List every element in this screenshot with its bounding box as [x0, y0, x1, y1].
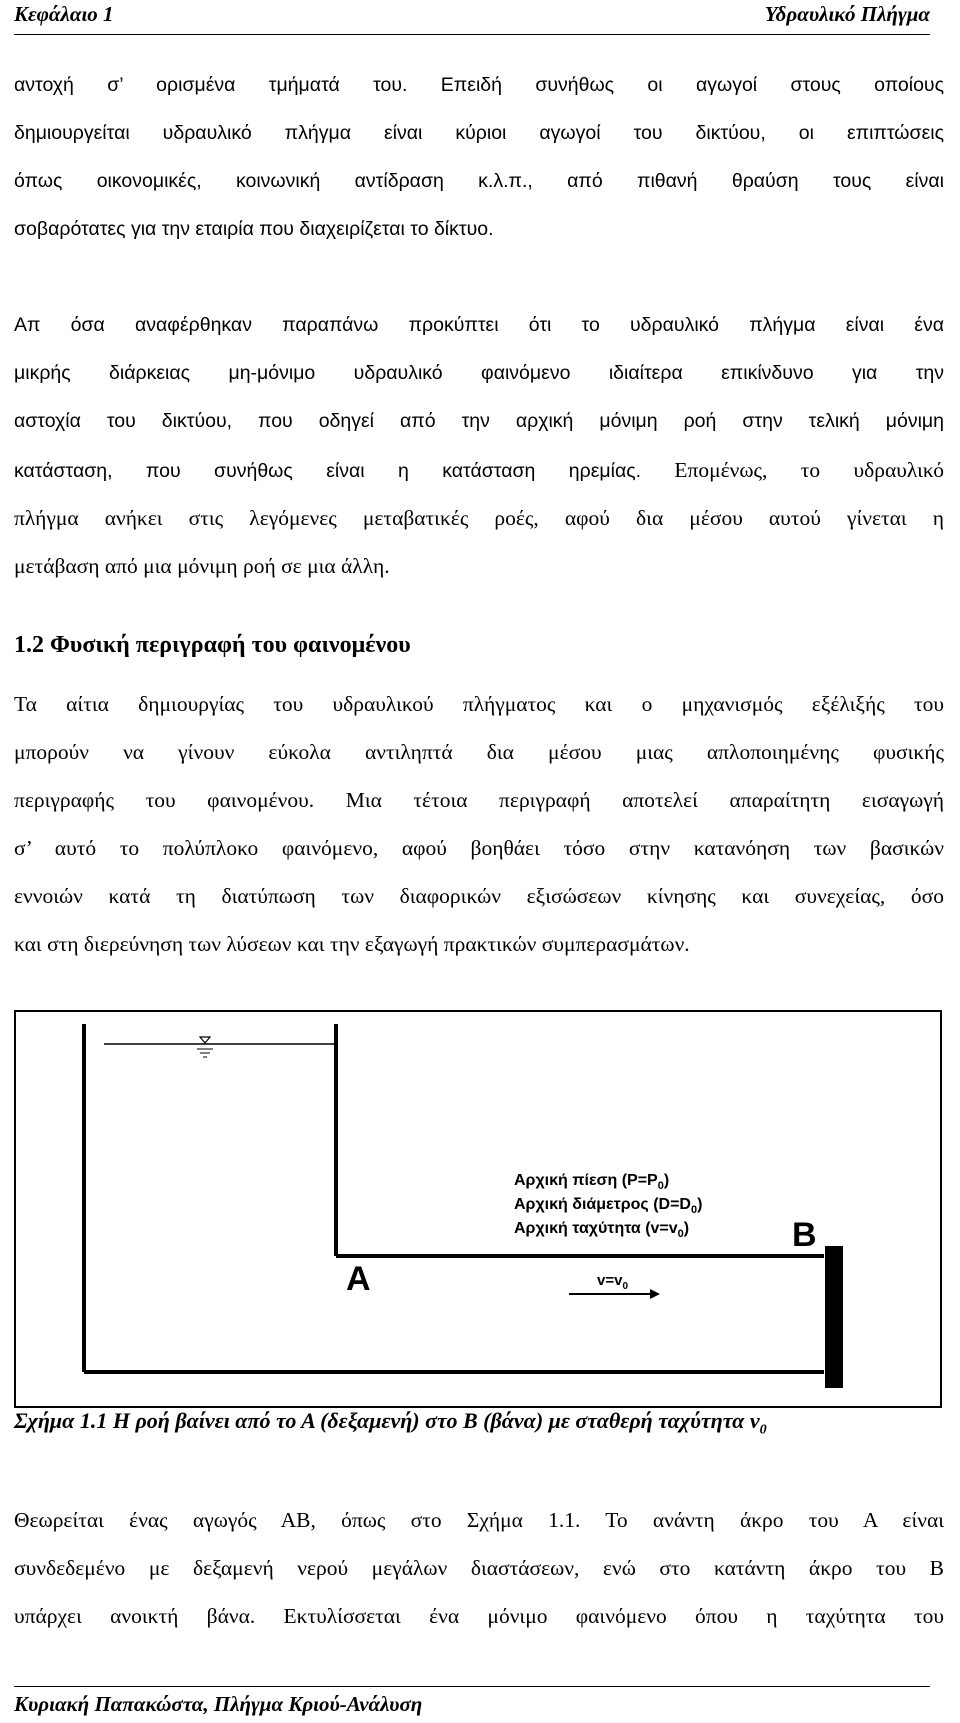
figure-reservoir-pipe-valve — [14, 1010, 942, 1408]
figure-caption: Σχήμα 1.1 Η ροή βαίνει από το Α (δεξαμενή) στο Β (βάνα) με σταθερή ταχύτητα $v_0$ — [14, 1408, 767, 1438]
chapter-label: Κεφάλαιο 1 — [14, 2, 114, 26]
p3-line: μπορούν να γίνουν εύκολα αντιληπτά δια μέσου μιας απλοποιημένης φυσικής — [14, 740, 944, 764]
header-rule — [14, 34, 930, 35]
figure-frame — [15, 1011, 941, 1407]
footer-rule — [14, 1686, 930, 1687]
flow-velocity-label: $v=v_0$ — [597, 1272, 629, 1292]
p3-line: εννοιών κατά τη διατύπωση των διαφορικών εξισώσεων κίνησης και συνεχείας, όσο — [14, 884, 944, 908]
p3-line: και στη διερεύνηση των λύσεων και την εξαγωγή πρακτικών συμπερασμάτων. — [14, 932, 690, 956]
valve — [825, 1246, 843, 1388]
p3-line: περιγραφής του φαινομένου. Μια τέτοια περιγραφή αποτελεί απαραίτητη εισαγωγή — [14, 788, 944, 812]
p4-line: συνδεδεμένο με δεξαμενή νερού μεγάλων διαστάσεων, ενώ στο κατάντη άκρο του Β — [14, 1556, 944, 1580]
p2-line-part: Επομένως, το υδραυλικό — [674, 458, 944, 482]
initial-diameter-label: Αρχική διάμετρος $(D=D_0)$ — [514, 1196, 703, 1216]
running-title: Υδραυλικό Πλήγμα — [764, 2, 930, 26]
p1-line: αντοχή σ’ ορισμένα τμήματά του. Επειδή συνήθως οι αγωγοί στους οποίους — [14, 74, 944, 96]
p2-line: πλήγμα ανήκει στις λεγόμενες μεταβατικές ροές, αφού δια μέσου αυτού γίνεται η — [14, 506, 944, 530]
p2-line — [14, 458, 944, 483]
p3-line: Τα αίτια δημιουργίας του υδραυλικού πλήγματος και ο μηχανισμός εξέλιξής του — [14, 692, 944, 716]
p2-line: μετάβαση από μια μόνιμη ροή σε μια άλλη. — [14, 554, 390, 578]
initial-pressure-label: Αρχική πίεση $(P=P_0)$ — [514, 1172, 670, 1192]
p2-line: Απ όσα αναφέρθηκαν παραπάνω προκύπτει ότι το υδραυλικό πλήγμα είναι ένα — [14, 314, 944, 336]
initial-velocity-label: Αρχική ταχύτητα $(v=v_0)$ — [514, 1220, 690, 1240]
p2-line-part: κατάσταση, που συνήθως είναι η κατάσταση ηρεμίας. — [14, 460, 642, 482]
page-footer: Κυριακή Παπακώστα, Πλήγμα Κριού-Ανάλυση — [14, 1692, 423, 1716]
page-header — [14, 2, 930, 32]
section-heading: 1.2 Φυσική περιγραφή του φαινομένου — [14, 632, 411, 658]
p4-line: υπάρχει ανοικτή βάνα. Εκτυλίσσεται ένα μόνιμο φαινόμενο όπου η ταχύτητα του — [14, 1604, 944, 1628]
p1-line: όπως οικονομικές, κοινωνική αντίδραση κ.λ.π., από πιθανή θραύση τους είναι — [14, 170, 944, 192]
label-b: B — [792, 1216, 817, 1254]
p3-line: σ’ αυτό το πολύπλοκο φαινόμενο, αφού βοηθάει τόσο στην κατανόηση των βασικών — [14, 836, 944, 860]
p2-line: μικρής διάρκειας μη-μόνιμο υδραυλικό φαινόμενο ιδιαίτερα επικίνδυνο για την — [14, 362, 944, 384]
p4-line: Θεωρείται ένας αγωγός ΑΒ, όπως στο Σχήμα 1.1. Το ανάντη άκρο του Α είναι — [14, 1508, 944, 1532]
p1-line: δημιουργείται υδραυλικό πλήγμα είναι κύριοι αγωγοί του δικτύου, οι επιπτώσεις — [14, 122, 944, 144]
label-a: A — [346, 1260, 371, 1298]
p1-line: σοβαρότατες για την εταιρία που διαχειρίζεται το δίκτυο. — [14, 218, 494, 240]
p2-line: αστοχία του δικτύου, που οδηγεί από την αρχική μόνιμη ροή στην τελική μόνιμη — [14, 410, 944, 432]
